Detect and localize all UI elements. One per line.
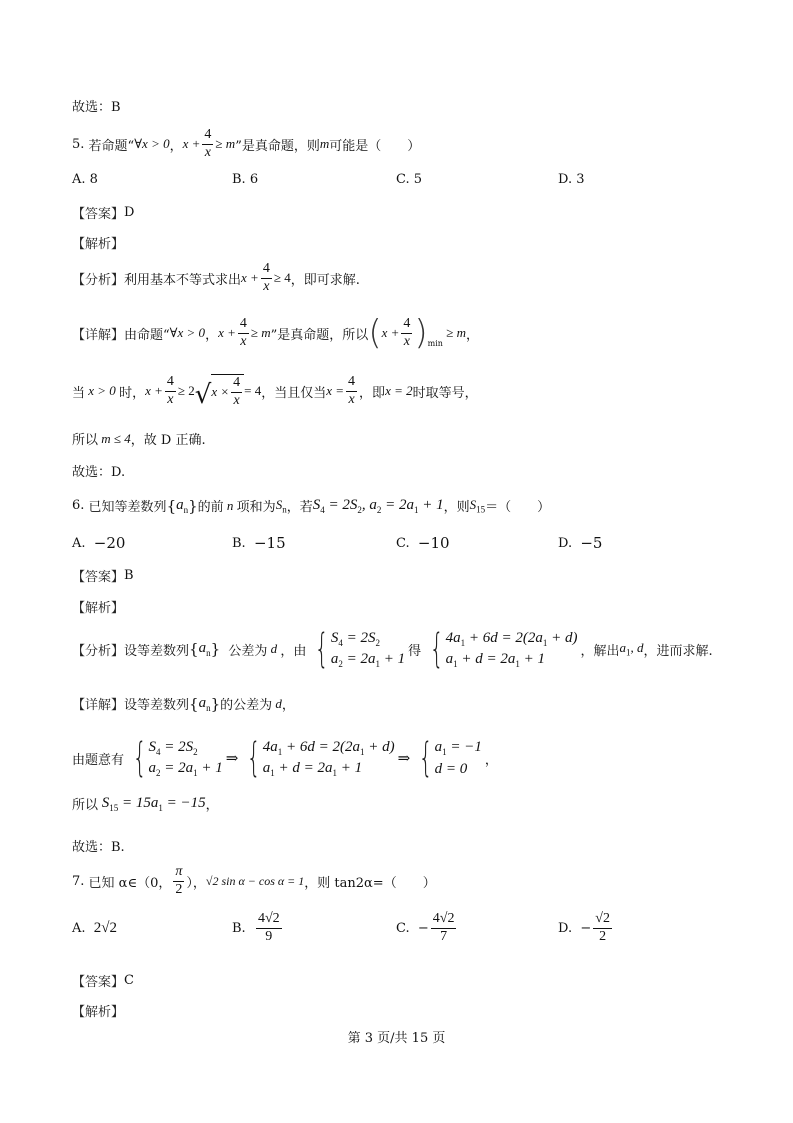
q6-option-d[interactable]: D. −5	[558, 534, 603, 552]
q6-option-c[interactable]: C. −10	[396, 534, 450, 552]
q7-answer: 【答案】 C	[72, 973, 134, 990]
q5-conclusion: 所以 m ≤ 4 ，故 D 正确.	[72, 430, 206, 448]
q5-analysis-label: 【解析】	[72, 237, 125, 252]
q7-analysis-label: 【解析】	[72, 1005, 125, 1020]
question-5: 5. 若命题“ ∀x > 0 ， x + $\frac{4}{x}$ ≥ m ”是真命题，则 m 可能是（ ）	[72, 127, 421, 160]
q6-option-b[interactable]: B. −15	[232, 534, 286, 552]
q5-option-a[interactable]: A. 8	[72, 172, 98, 187]
q5-option-b[interactable]: B. 6	[232, 172, 259, 187]
q5-inequality-line: 当 x > 0 时， x + $\frac{4}{x}$ ≥ 2 √ x × $\frac{4}{x}$ = 4 ，当且仅当 x = $\frac{4}{x}$ ，即 x = 2 时取等号，	[72, 374, 478, 411]
q6-xiangjie: 【详解】 设等差数列 { $a_n$ } 的公差为 d ，	[72, 694, 295, 713]
question-6: 6. 已知等差数列 { $a_n$ } 的前 n 项和为 $S_n$ ，若 $S_4 = 2S_2$, $a_2 = 2a_1 + 1$ ，则 $S_{15}$ ＝（ ）	[72, 496, 551, 515]
q6-option-a[interactable]: A. −20	[72, 534, 126, 552]
q6-analysis-label: 【解析】	[72, 601, 125, 616]
q5-fenxi: 【分析】 利用基本不等式求出 x + $\frac{4}{x}$ ≥ 4 ，即可求解.	[72, 261, 360, 294]
q7-option-d[interactable]: D. − $\frac{√2}{2}$	[558, 911, 610, 944]
page-footer: 第 3 页/共 15 页	[347, 1031, 446, 1046]
q5-choose: 故选：D.	[72, 465, 126, 480]
q7-option-b[interactable]: B. $\frac{4√2}{9}$	[232, 911, 280, 944]
q5-option-d[interactable]: D. 3	[558, 172, 585, 187]
q6-system: 由题意有 { $S_4 = 2S_2$ $a_2 = 2a_1 + 1$ ⇒ { $4a_1 + 6d = 2(2a_1 + d)$ $a_1 + d = 2a_1 + 1$ ⇒ { $a_1 = -1$ d = 0 ，	[72, 735, 498, 782]
q6-answer: 【答案】 B	[72, 568, 134, 585]
q7-option-c[interactable]: C. − $\frac{4√2}{7}$	[396, 911, 455, 944]
q6-choose: 故选：B.	[72, 840, 125, 855]
q6-fenxi: 【分析】 设等差数列 { $a_n$ } 公差为 d ，由 { $S_4 = 2S_2$ $a_2 = 2a_1 + 1$ 得 { $4a_1 + 6d = 2(2a_1 + d)$ $a_1 + d = 2a_1 + 1$ ，解出 $a_1$, d ，进而求解.	[72, 626, 713, 673]
q5-option-c[interactable]: C. 5	[396, 172, 423, 187]
line-choose-b: 故选：B	[72, 100, 121, 115]
q6-result: 所以 $S_{15} = 15a_1 = -15$ ，	[72, 794, 219, 813]
q5-xiangjie: 【详解】 由命题“ ∀x > 0 ， x + $\frac{4}{x}$ ≥ m ”是真命题，所以 ( x + $\frac{4}{x}$ ) min ≥ m ，	[72, 313, 479, 353]
q5-answer: 【答案】 D	[72, 205, 135, 222]
q7-option-a[interactable]: A. 2√2	[72, 920, 118, 936]
question-7: 7. 已知 α∈（0， $\frac{\pi}{2}$ ）， √2 sin α − cos α = 1 ，则 tan2α=（ ）	[72, 864, 436, 897]
